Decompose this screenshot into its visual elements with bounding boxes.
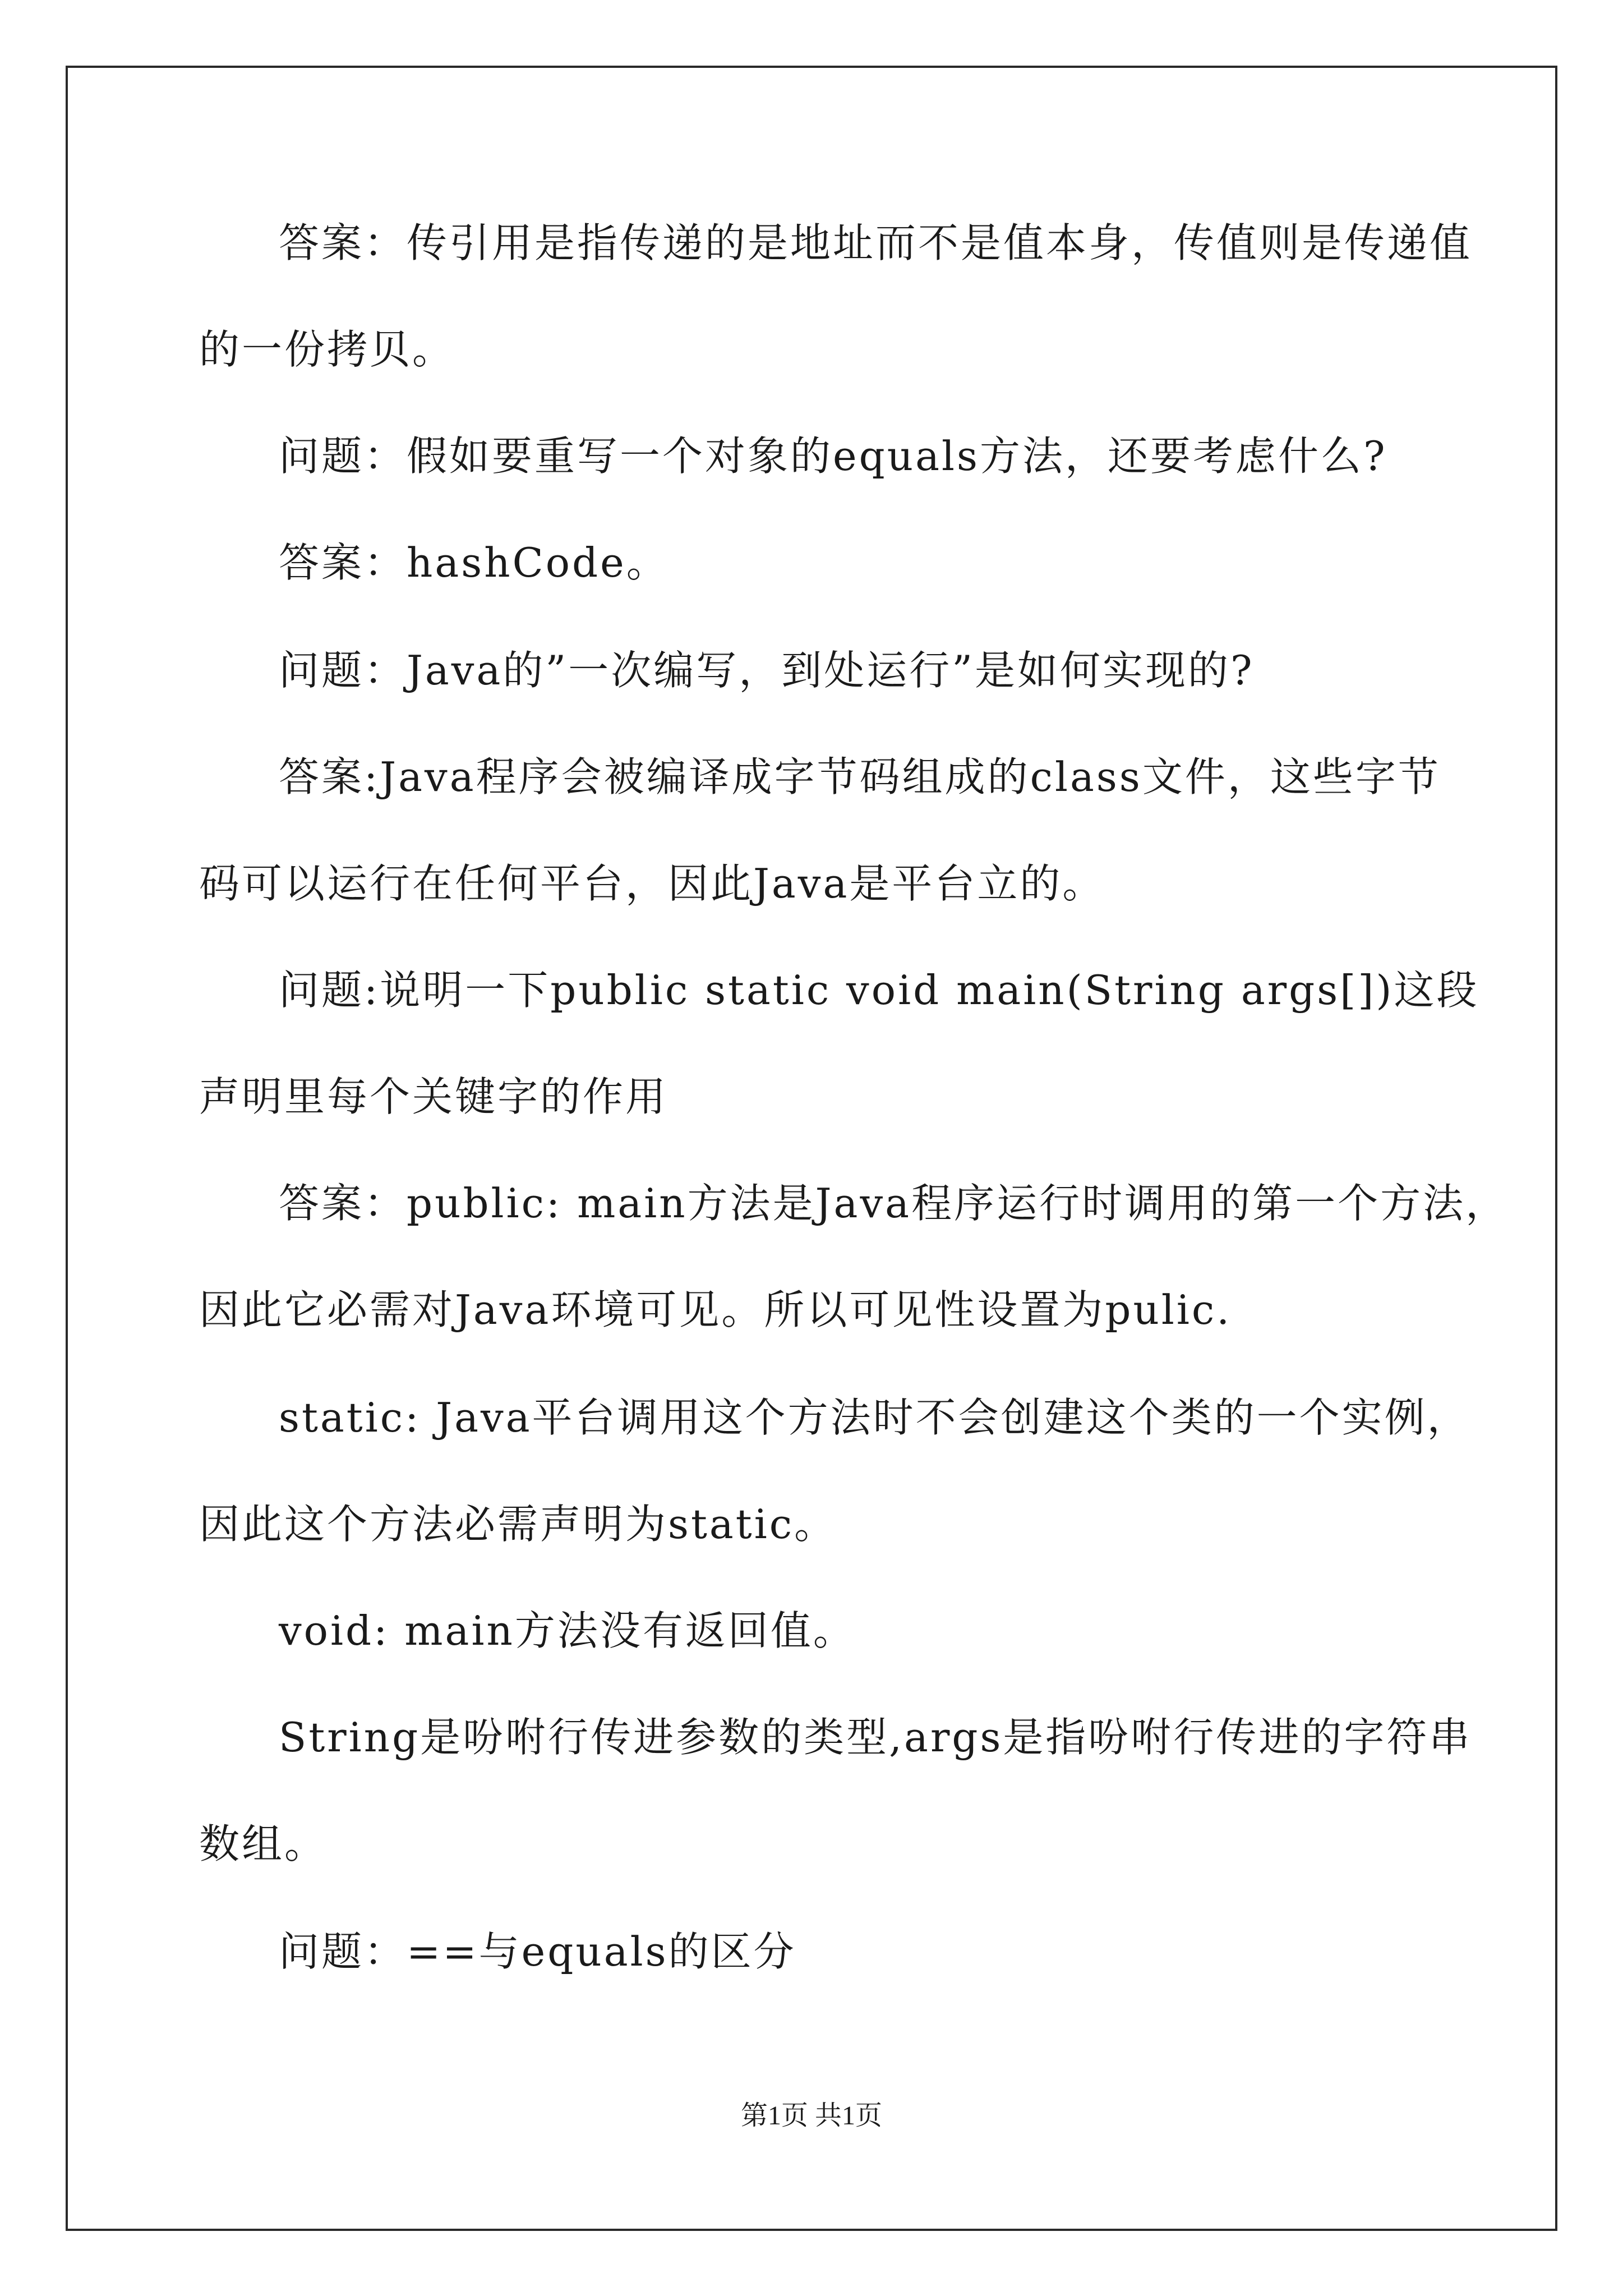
text-line: 数组。	[199, 1820, 328, 1867]
text-line: 问题:说明一下public static void main(String args[])这段	[279, 967, 1479, 1014]
text-line: 的一份拷贝。	[199, 326, 455, 373]
text-line: 声明里每个关键字的作用	[199, 1073, 668, 1120]
text-line: 因此它必需对Java环境可见。所以可见性设置为pulic.	[199, 1286, 1232, 1333]
text-line: String是吩咐行传进参数的类型,args是指吩咐行传进的字符串	[279, 1714, 1472, 1761]
text-line: void: main方法没有返回值。	[279, 1607, 856, 1654]
text-line: 答案：hashCode。	[279, 539, 669, 586]
text-line: static: Java平台调用这个方法时不会创建这个类的一个实例，	[279, 1394, 1470, 1441]
text-line: 因此这个方法必需声明为static。	[199, 1501, 837, 1548]
text-line: 答案:Java程序会被编译成字节码组成的class文件，这些字节	[279, 753, 1441, 800]
text-line: 码可以运行在任何平台，因此Java是平台立的。	[199, 860, 1105, 907]
text-line: 问题：Java的”一次编写，到处运行”是如何实现的?	[279, 647, 1255, 694]
page-border	[66, 66, 1557, 2231]
text-line: 问题：==与equals的区分	[279, 1928, 796, 1975]
text-line: 答案：传引用是指传递的是地址而不是值本身，传值则是传递值	[279, 219, 1473, 266]
text-line: 答案：public: main方法是Java程序运行时调用的第一个方法，	[279, 1180, 1509, 1227]
page-number-footer: 第1页 共1页	[740, 2101, 882, 2131]
text-line: 问题：假如要重写一个对象的equals方法，还要考虑什么?	[279, 432, 1387, 480]
